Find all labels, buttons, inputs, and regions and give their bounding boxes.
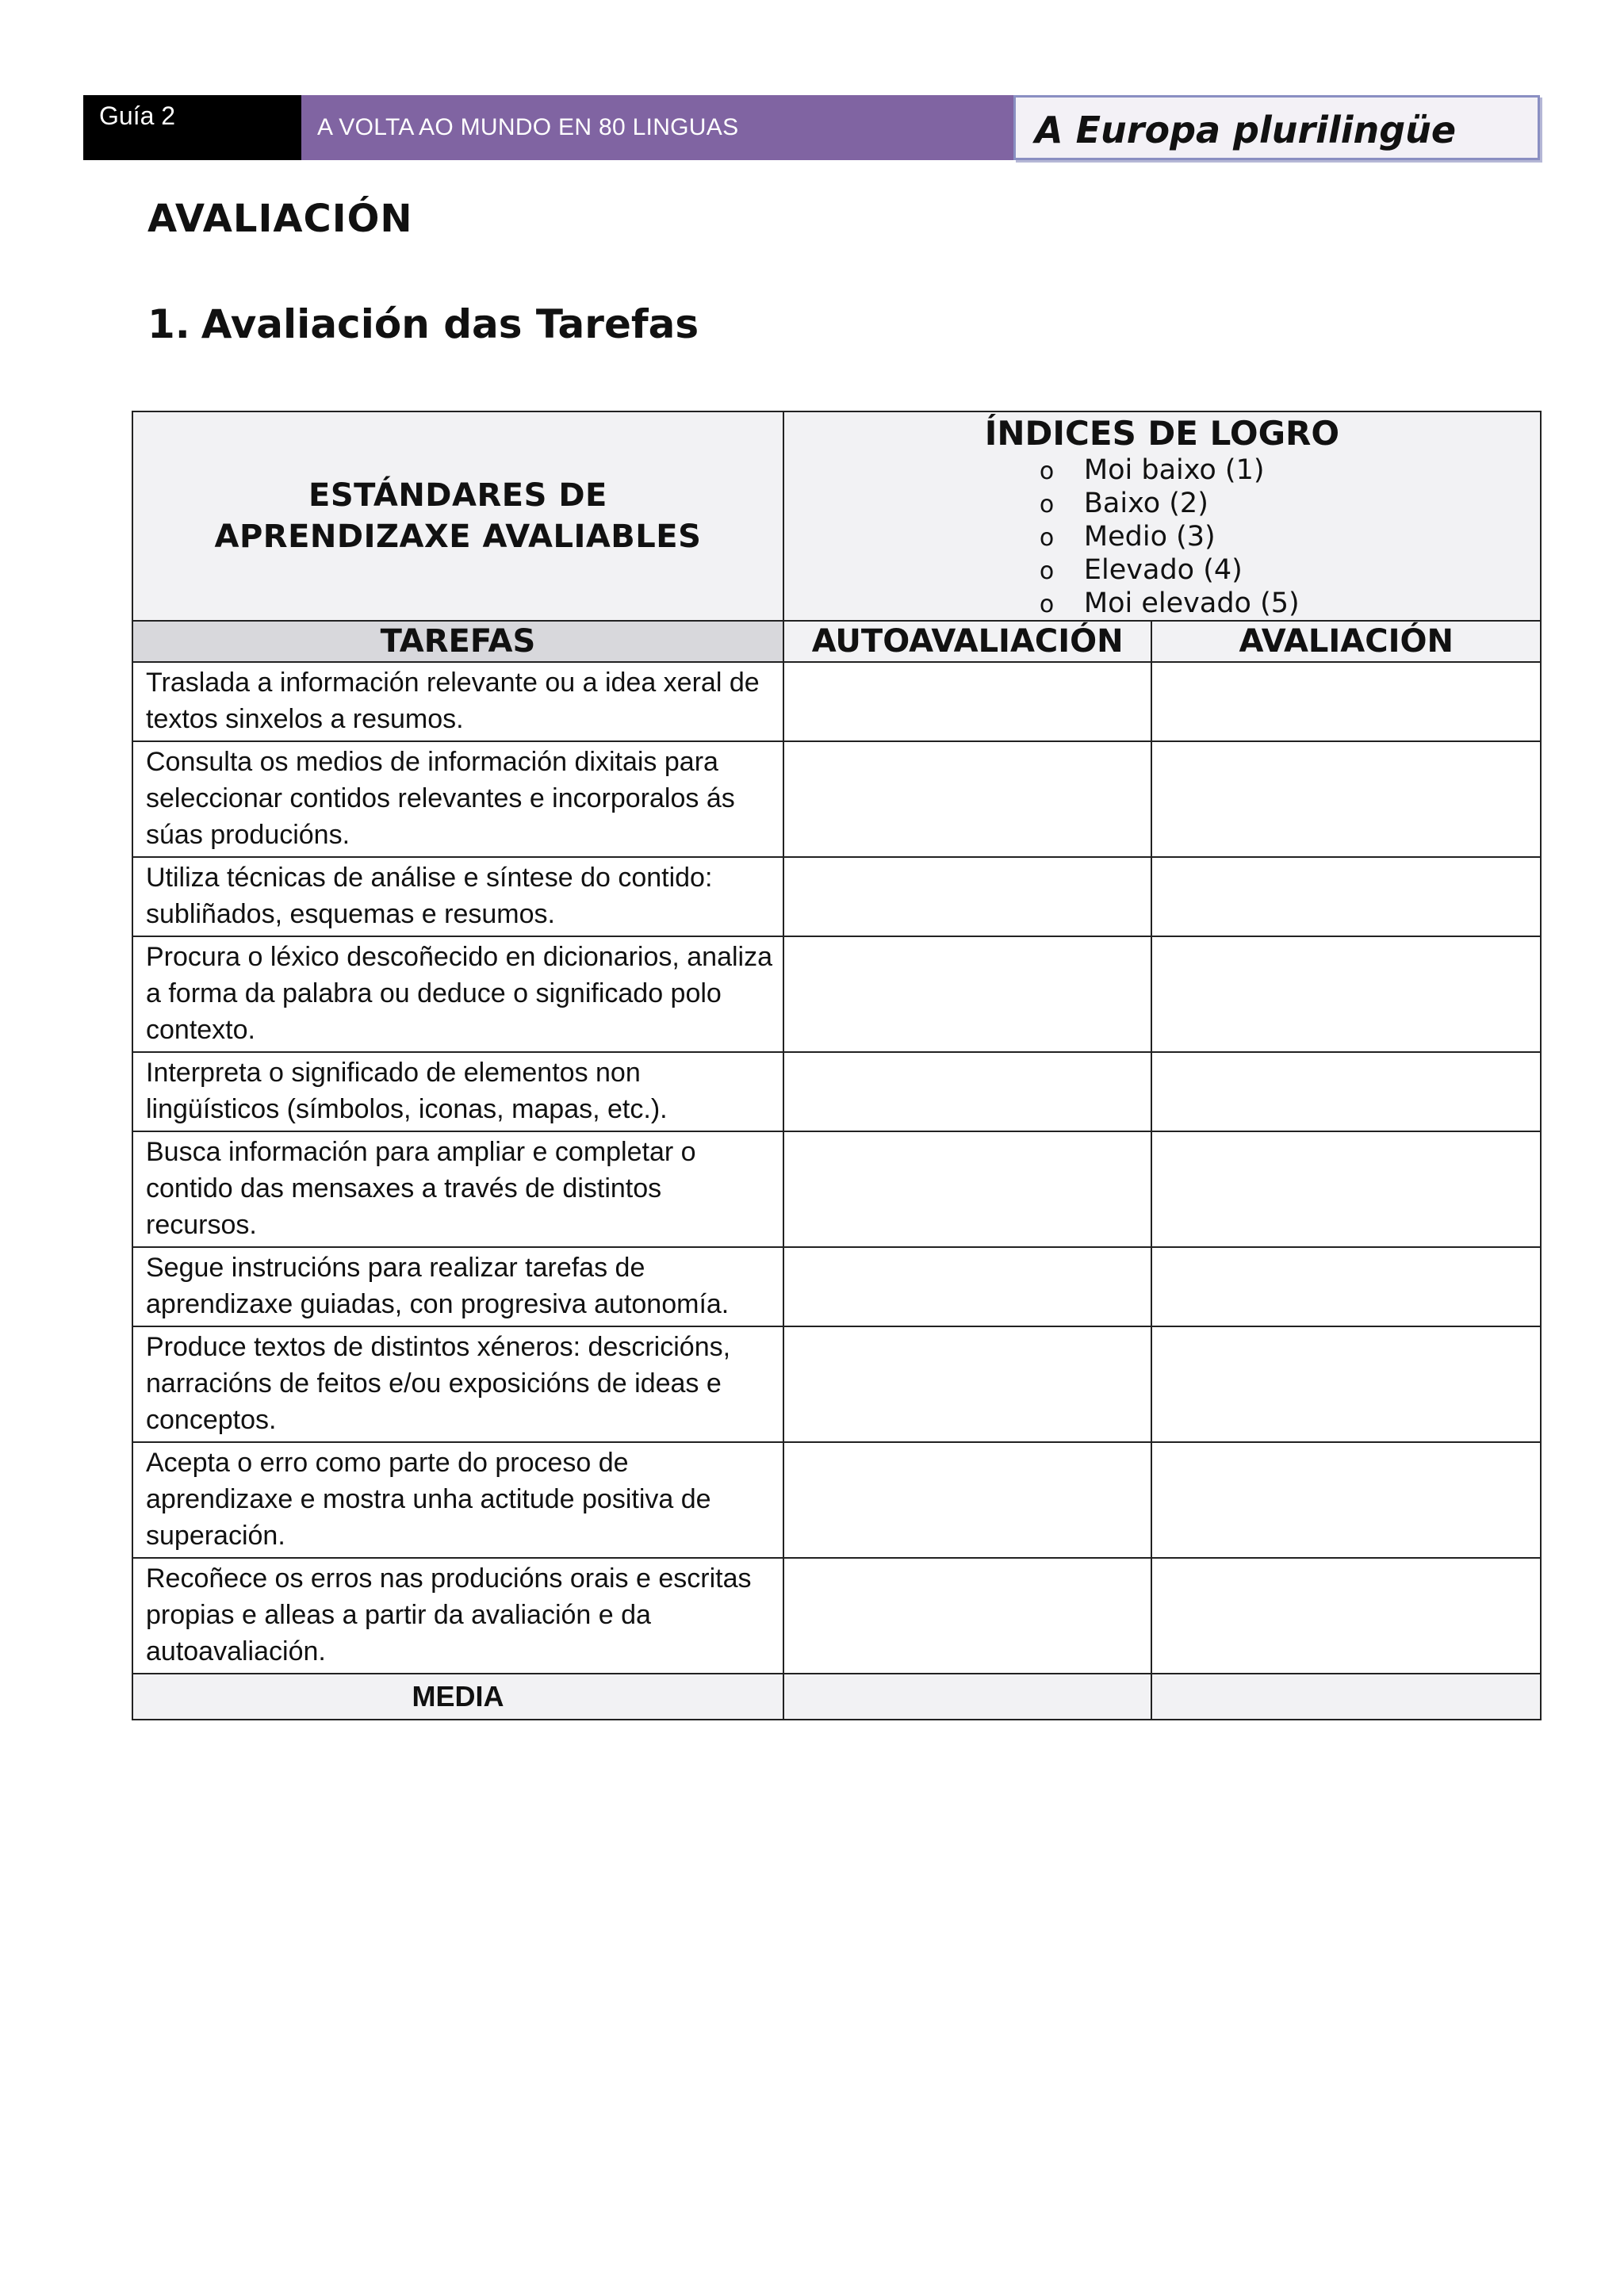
- task-text: Interpreta o significado de elementos non lingüísticos (símbolos, iconas, mapas, etc.).: [132, 1052, 783, 1131]
- standards-header-line2: APRENDIZAXE AVALIABLES: [214, 519, 702, 555]
- self-eval-cell[interactable]: [783, 1131, 1152, 1247]
- indices-list: [1040, 453, 1624, 620]
- self-eval-cell[interactable]: [783, 1052, 1152, 1131]
- task-text: Busca información para ampliar e completar o contido das mensaxes a través de distintos recursos.: [132, 1131, 783, 1247]
- table-row: [132, 1326, 1541, 1442]
- unit-title: A Europa plurilingüe: [1035, 109, 1457, 151]
- task-text: Utiliza técnicas de análise e síntese do contido: subliñados, esquemas e resumos.: [132, 857, 783, 936]
- task-text: Produce textos de distintos xéneros: descricións, narracións de feitos e/ou exposicións de ideas e conceptos.: [132, 1326, 783, 1442]
- indices-header-cell: [783, 411, 1541, 621]
- task-text: Acepta o erro como parte do proceso de aprendizaxe e mostra unha actitude positiva de superación.: [132, 1442, 783, 1558]
- eval-cell[interactable]: [1151, 936, 1541, 1052]
- eval-cell[interactable]: [1151, 1326, 1541, 1442]
- self-eval-cell[interactable]: [783, 936, 1152, 1052]
- index-item: o Elevado (4): [1040, 553, 1624, 587]
- bullet-icon: o: [1039, 457, 1055, 485]
- section-label: Avaliación das Tarefas: [201, 301, 699, 347]
- col-tasks-header: TAREFAS: [132, 621, 783, 662]
- series-title: A VOLTA AO MUNDO EN 80 LINGUAS: [317, 114, 739, 140]
- task-text: Segue instrucións para realizar tarefas de aprendizaxe guiadas, con progresiva autonomía.: [132, 1247, 783, 1326]
- task-text: Consulta os medios de información dixitais para seleccionar contidos relevantes e incorporalos ás súas producións.: [132, 741, 783, 857]
- table-row: [132, 1442, 1541, 1558]
- eval-cell[interactable]: [1151, 1131, 1541, 1247]
- indices-title: ÍNDICES DE LOGRO: [984, 414, 1340, 453]
- column-header-row: [132, 621, 1541, 662]
- table-row: [132, 936, 1541, 1052]
- task-text: Procura o léxico descoñecido en dicionarios, analiza a forma da palabra ou deduce o significado polo contexto.: [132, 936, 783, 1052]
- standards-header-line1: ESTÁNDARES DE: [308, 477, 607, 514]
- eval-cell[interactable]: [1151, 1442, 1541, 1558]
- bullet-icon: o: [1039, 524, 1055, 552]
- bullet-icon: o: [1039, 557, 1055, 585]
- evaluation-table: [132, 411, 1542, 1720]
- index-item: o Medio (3): [1040, 520, 1624, 553]
- task-text: Traslada a información relevante ou a idea xeral de textos sinxelos a resumos.: [132, 662, 783, 741]
- section-heading: [147, 301, 699, 347]
- guide-label-band: [83, 95, 301, 160]
- unit-title-box: [1013, 95, 1540, 160]
- average-eval-cell[interactable]: [1151, 1674, 1541, 1720]
- eval-cell[interactable]: [1151, 1052, 1541, 1131]
- average-self-eval-cell[interactable]: [783, 1674, 1152, 1720]
- table-row: [132, 1131, 1541, 1247]
- average-row: [132, 1674, 1541, 1720]
- page-title: AVALIACIÓN: [147, 197, 413, 241]
- self-eval-cell[interactable]: [783, 1442, 1152, 1558]
- self-eval-cell[interactable]: [783, 1558, 1152, 1674]
- table-row: [132, 1558, 1541, 1674]
- self-eval-cell[interactable]: [783, 1247, 1152, 1326]
- standards-header-cell: [132, 411, 783, 621]
- average-label: MEDIA: [132, 1674, 783, 1720]
- bullet-icon: o: [1039, 491, 1055, 519]
- eval-cell[interactable]: [1151, 1247, 1541, 1326]
- table-row: [132, 1052, 1541, 1131]
- eval-cell[interactable]: [1151, 857, 1541, 936]
- table-row: [132, 1247, 1541, 1326]
- table-row: [132, 857, 1541, 936]
- eval-cell[interactable]: [1151, 741, 1541, 857]
- table-row: [132, 662, 1541, 741]
- bullet-icon: o: [1039, 591, 1055, 618]
- self-eval-cell[interactable]: [783, 857, 1152, 936]
- index-item: o Moi elevado (5): [1040, 587, 1624, 620]
- section-number: 1.: [147, 301, 190, 347]
- guide-label: Guía 2: [99, 101, 176, 130]
- col-eval-header: AVALIACIÓN: [1151, 621, 1541, 662]
- eval-cell[interactable]: [1151, 1558, 1541, 1674]
- self-eval-cell[interactable]: [783, 662, 1152, 741]
- self-eval-cell[interactable]: [783, 741, 1152, 857]
- index-item: o Moi baixo (1): [1040, 453, 1624, 487]
- self-eval-cell[interactable]: [783, 1326, 1152, 1442]
- task-text: Recoñece os erros nas producións orais e escritas propias e alleas a partir da avaliación e da autoavaliación.: [132, 1558, 783, 1674]
- col-self-eval-header: AUTOAVALIACIÓN: [783, 621, 1152, 662]
- eval-cell[interactable]: [1151, 662, 1541, 741]
- index-item: o Baixo (2): [1040, 487, 1624, 520]
- series-band: [301, 95, 1013, 160]
- table-row: [132, 741, 1541, 857]
